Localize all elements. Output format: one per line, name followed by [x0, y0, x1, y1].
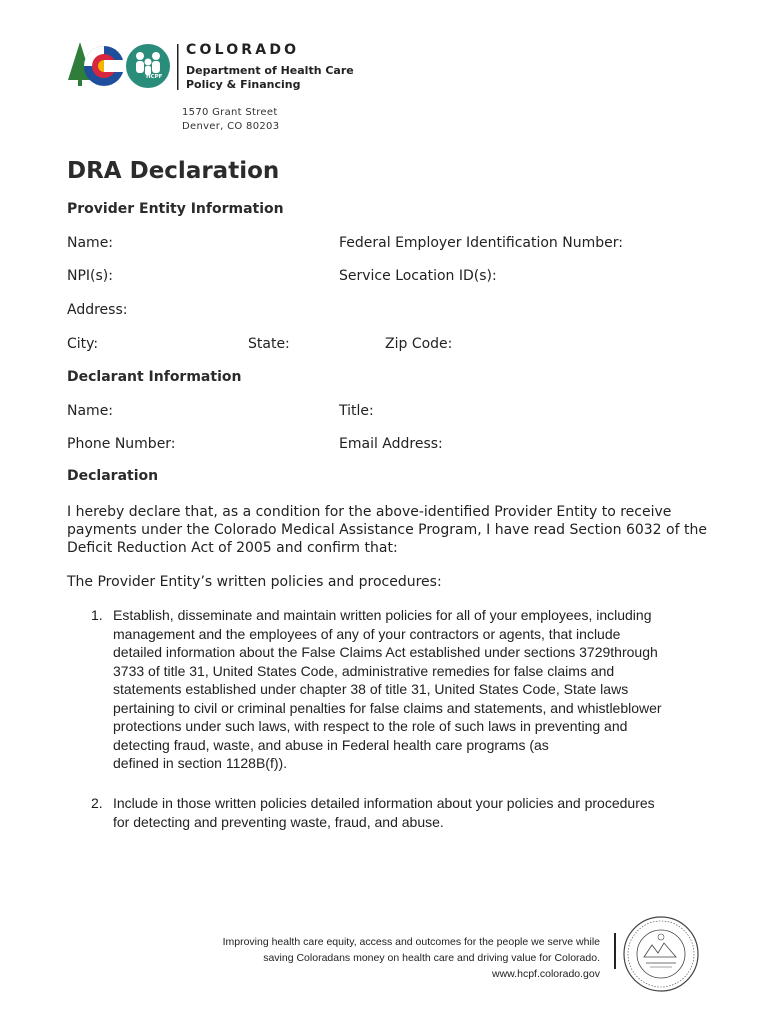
intro-line: Deficit Reduction Act of 2005 and confirm that: [67, 540, 398, 556]
service-location-label: Service Location ID(s): [339, 268, 497, 284]
declarant-name-label: Name: [67, 403, 114, 419]
list-line: pertaining to civil or criminal penalties for false claims and statements, and whistleblower [113, 699, 662, 716]
page-title: DRA Declaration [67, 158, 280, 184]
footer-divider [614, 933, 616, 969]
list-line: detailed information about the False Claims Act established under sections 3729through [113, 644, 658, 660]
state-seal-icon [622, 915, 700, 993]
city-label: City: [67, 336, 99, 352]
provider-heading: Provider Entity Information [67, 201, 284, 217]
logo-state-name: COLORADO [186, 42, 300, 58]
list-line: defined in section 1128B(f)). [113, 755, 288, 771]
list-item [113, 606, 713, 773]
email-label: Email Address: [339, 436, 443, 452]
list-line: statements established under chapter 38 of title 31, United States Code, State laws [113, 681, 629, 697]
address-city: Denver, CO 80203 [182, 121, 280, 132]
policies-intro: The Provider Entity’s written policies and procedures: [67, 574, 442, 590]
hcpf-logo [66, 40, 356, 94]
list-line: Establish, disseminate and maintain written policies for all of your employees, including [113, 607, 652, 623]
footer-line: Improving health care equity, access and outcomes for the people we serve while [222, 936, 600, 948]
list-line: management and the employees of any of your contractors or agents, that include [113, 625, 621, 642]
list-line: detecting fraud, waste, and abuse in Federal health care programs (as [113, 736, 549, 753]
logo-badge-text: HCPF [146, 74, 163, 80]
logo-dept-line1: Department of Health Care [186, 64, 354, 77]
npi-label: NPI(s): [67, 268, 113, 284]
list-item-number: 2. [91, 795, 103, 811]
list-line: protections under such laws, with respect to the role of such laws in preventing and [113, 718, 628, 734]
address-street: 1570 Grant Street [182, 107, 278, 118]
intro-line: I hereby declare that, as a condition for the above-identified Provider Entity to receive [67, 504, 672, 520]
phone-label: Phone Number: [67, 436, 176, 452]
footer-text [223, 934, 600, 982]
list-item [113, 794, 713, 831]
state-seal [622, 915, 700, 993]
list-line: 3733 of title 31, United States Code, administrative remedies for false claims and [113, 662, 615, 679]
address-label: Address: [67, 302, 128, 318]
list-line: for detecting and preventing waste, fraud, and abuse. [113, 813, 444, 830]
logo-dept-line2: Policy & Financing [186, 78, 301, 91]
state-label: State: [248, 336, 290, 352]
fein-label: Federal Employer Identification Number: [339, 235, 623, 251]
footer-line: saving Coloradans money on health care and driving value for Colorado. [263, 952, 600, 964]
intro-line: payments under the Colorado Medical Assistance Program, I have read Section 6032 of the [67, 522, 707, 538]
provider-name-label: Name: [67, 235, 114, 251]
zip-label: Zip Code: [385, 336, 453, 352]
declaration-heading: Declaration [67, 468, 159, 484]
declaration-intro [67, 503, 707, 557]
list-line: Include in those written policies detailed information about your policies and procedures [113, 795, 655, 811]
declarant-title-label: Title: [339, 403, 374, 419]
declarant-heading: Declarant Information [67, 369, 242, 385]
list-item-number: 1. [91, 607, 103, 623]
footer-link[interactable]: www.hcpf.colorado.gov [492, 968, 600, 980]
